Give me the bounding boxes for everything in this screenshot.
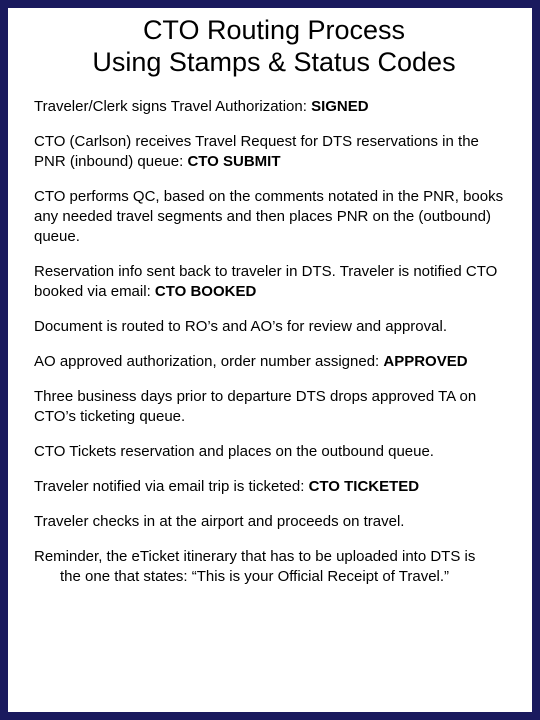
slide xyxy=(8,8,532,712)
step-cto-tickets xyxy=(34,442,514,462)
step-text: CTO (Carlson) receives Travel Request for DTS reservations in the PNR (inbound) queue: xyxy=(34,133,479,170)
step-ticketing-queue xyxy=(34,387,514,427)
step-text: Document is routed to RO’s and AO’s for review and approval. xyxy=(34,318,447,335)
step-text: Traveler notified via email trip is ticketed: xyxy=(34,478,309,495)
step-cto-ticketed xyxy=(34,477,514,497)
step-text: Traveler checks in at the airport and proceeds on travel. xyxy=(34,513,405,530)
status-code: CTO SUBMIT xyxy=(187,153,281,170)
step-travel xyxy=(34,512,514,532)
status-code: CTO BOOKED xyxy=(154,283,257,300)
step-signed xyxy=(34,97,514,117)
status-code: CTO TICKETED xyxy=(308,478,420,495)
step-text: Reservation info sent back to traveler in DTS. Traveler is notified CTO booked via email: xyxy=(34,263,498,300)
step-review xyxy=(34,317,514,337)
step-approved xyxy=(34,352,514,372)
step-text: Traveler/Clerk signs Travel Authorization: xyxy=(34,98,312,115)
status-code: APPROVED xyxy=(383,353,468,370)
step-cto-qc xyxy=(34,187,514,247)
title-line-2: Using Stamps & Status Codes xyxy=(92,47,456,77)
step-cto-booked xyxy=(34,262,514,302)
reminder-line-2: the one that states: “This is your Official Receipt of Travel.” xyxy=(60,568,450,585)
step-text: CTO Tickets reservation and places on the outbound queue. xyxy=(34,443,434,460)
step-text: AO approved authorization, order number assigned: xyxy=(34,353,384,370)
reminder-note xyxy=(34,547,514,587)
status-code: SIGNED xyxy=(311,98,369,115)
reminder-line-1: Reminder, the eTicket itinerary that has to be uploaded into DTS is xyxy=(34,548,476,565)
process-steps xyxy=(34,97,514,587)
step-text: Three business days prior to departure DTS drops approved TA on CTO’s ticketing queue. xyxy=(34,388,477,425)
title-line-1: CTO Routing Process xyxy=(142,15,406,45)
slide-title xyxy=(34,14,514,78)
step-text: CTO performs QC, based on the comments notated in the PNR, books any needed travel segments and then places PNR on the (outbound) queue. xyxy=(34,188,504,245)
step-cto-submit xyxy=(34,132,514,172)
